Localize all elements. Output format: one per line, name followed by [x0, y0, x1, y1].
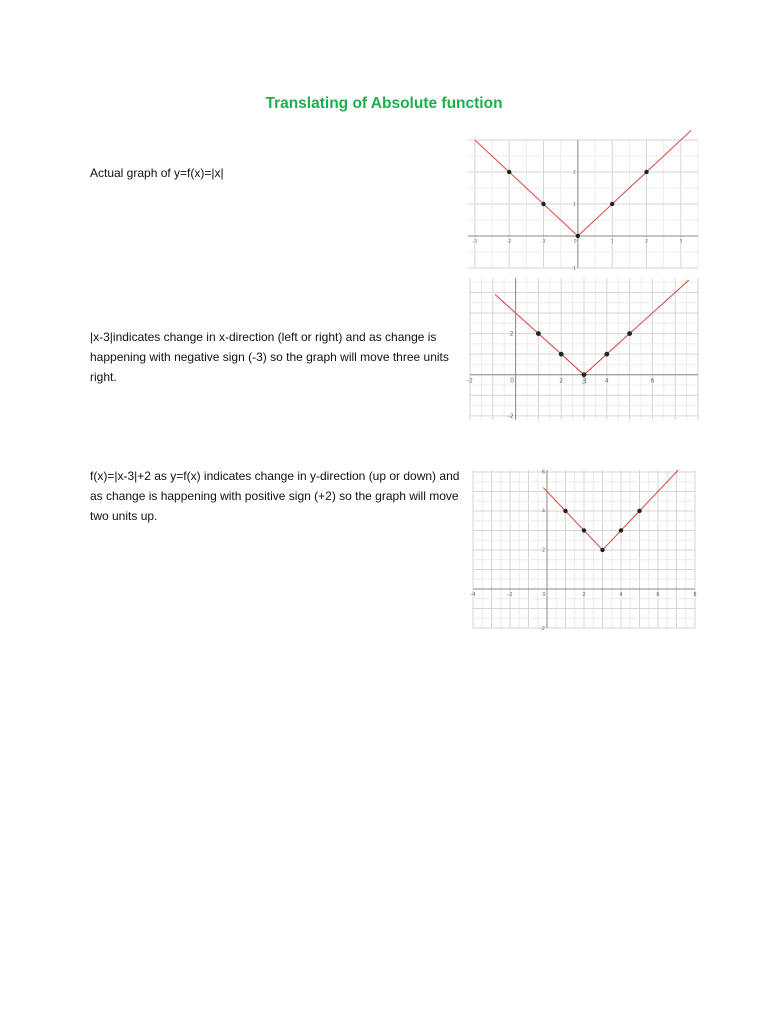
x-tick-label: 0 [542, 591, 546, 598]
x-tick-label: -3 [472, 239, 478, 245]
data-point [559, 352, 564, 357]
data-point [644, 170, 648, 174]
paragraph-x-translation: |x-3|indicates change in x-direction (left or right) and as change is happening with negative sign (-3) so the graph will move three units right. [90, 330, 449, 384]
x-tick-label: 3 [679, 239, 683, 245]
x-tick-label: 1 [610, 239, 614, 245]
x-tick-label: 4 [619, 591, 623, 598]
data-point [604, 352, 609, 357]
x-tick-label: -2 [506, 239, 512, 245]
data-point [576, 234, 580, 238]
x-tick-label: 4 [604, 377, 609, 385]
x-tick-label: 2 [582, 591, 586, 598]
data-point [582, 528, 586, 532]
y-tick-label: -1 [571, 266, 576, 272]
paragraph-y-translation: f(x)=|x-3|+2 as y=f(x) indicates change in y-direction (up or down) and as change is happening with positive sign (+2) so the graph will move two units up. [90, 469, 460, 523]
data-point [610, 202, 614, 206]
grid [470, 470, 695, 628]
y-tick-label: 2 [541, 547, 545, 554]
x-tick-label: -2 [507, 591, 513, 598]
x-tick-label: 6 [656, 591, 660, 598]
x-tick-label: 0 [573, 239, 577, 245]
data-point [536, 331, 541, 336]
data-point [600, 548, 604, 552]
page-title: Translating of Absolute function [265, 95, 503, 112]
x-tick-label: 8 [693, 591, 697, 598]
x-tick-label: 0 [510, 377, 514, 385]
y-tick-label: 1 [572, 202, 576, 208]
data-point [507, 170, 511, 174]
y-tick-label: 2 [509, 330, 514, 338]
y-tick-label: -2 [507, 412, 514, 420]
grid [470, 278, 698, 420]
data-point [619, 528, 623, 532]
x-tick-label: -1 [541, 239, 546, 245]
data-point [541, 202, 545, 206]
x-tick-label: 2 [645, 239, 648, 245]
data-point [637, 509, 641, 513]
graph-abs-x-minus-3 [467, 278, 698, 420]
vertex-label: 3 [581, 376, 587, 386]
function-curve [495, 280, 689, 375]
y-tick-label: 4 [541, 508, 545, 515]
y-tick-label: -2 [540, 625, 545, 632]
y-tick-label: 6 [541, 469, 545, 476]
grid [468, 140, 698, 268]
data-point [563, 509, 567, 513]
x-tick-label: -4 [470, 591, 476, 598]
x-tick-label: -2 [467, 377, 473, 385]
y-tick-label: 2 [572, 170, 576, 176]
graph-abs-x [468, 140, 698, 272]
data-point [627, 331, 632, 336]
graph-abs-x-minus-3-plus-2 [470, 469, 697, 632]
x-tick-label: 2 [559, 377, 564, 385]
x-tick-label: 6 [650, 377, 655, 385]
paragraph-original-graph: Actual graph of y=f(x)=|x| [90, 166, 224, 180]
